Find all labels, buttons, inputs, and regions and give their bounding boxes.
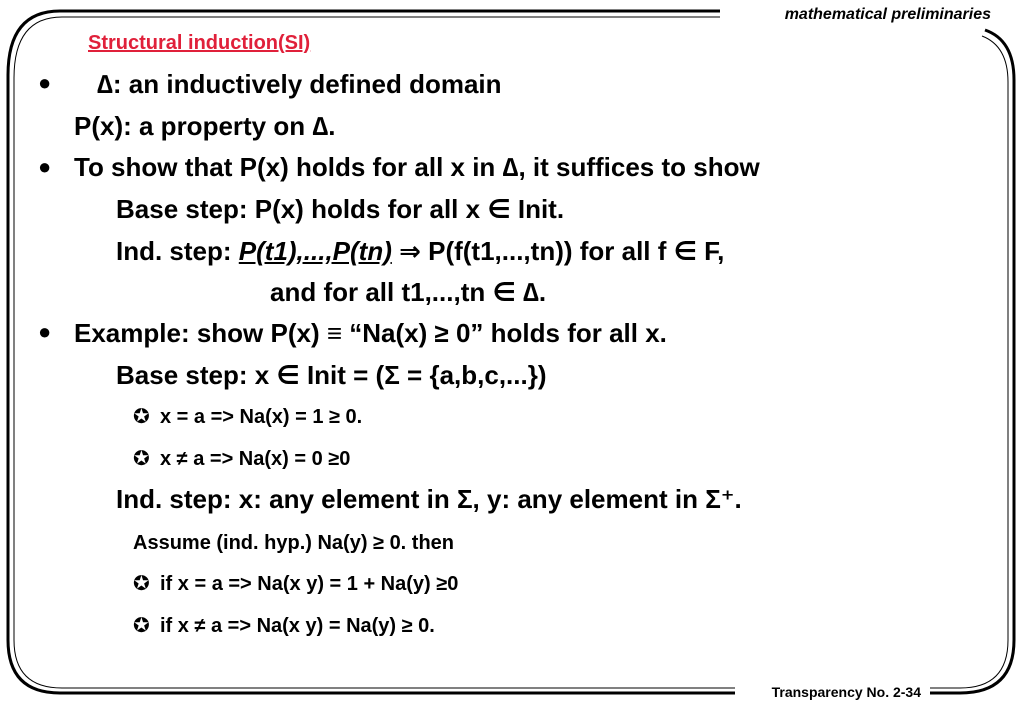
header-title: mathematical preliminaries [784,6,991,23]
bullet-line-example: Example: show P(x) ≡ “Na(x) ≥ 0” holds for all x. [74,318,667,348]
line-example-ind: Ind. step: x: any element in Σ, y: any element in Σ⁺. [116,484,742,514]
bullet-icon: ● [38,70,52,95]
ind-step-hypothesis: P(t1),...,P(tn) [238,236,392,266]
star-icon: ✪ [133,615,150,637]
star-icon: ✪ [133,448,150,470]
section-title: Structural induction(SI) [88,32,311,54]
ind-step-prefix: Ind. step: [116,236,239,266]
line-ind-step [116,237,724,266]
line-ind-step-cont: and for all t1,...,tn ∈ ∆. [270,277,547,307]
line-assume: Assume (ind. hyp.) Na(y) ≥ 0. then [133,532,455,554]
line-property: P(x): a property on ∆. [74,111,336,141]
line-case-not-a: x ≠ a => Na(x) = 0 ≥0 [160,448,351,470]
star-icon: ✪ [133,573,150,595]
bullet-line-domain: ∆: an inductively defined domain [97,69,502,99]
bullet-icon: ● [38,154,52,179]
line-case-a: x = a => Na(x) = 1 ≥ 0. [160,406,363,428]
ind-step-suffix: ⇒ P(f(t1,...,tn)) for all f ∈ F, [391,236,725,266]
bullet-line-to-show: To show that P(x) holds for all x in ∆, it suffices to show [74,152,760,182]
footer-label: Transparency No. 2-34 [771,684,921,700]
line-ind-case-not-a: if x ≠ a => Na(x y) = Na(y) ≥ 0. [160,615,435,637]
line-example-base: Base step: x ∈ Init = (Σ = {a,b,c,...}) [116,360,547,390]
star-icon: ✪ [133,406,150,428]
bullet-icon: ● [38,319,52,344]
line-base-step: Base step: P(x) holds for all x ∈ Init. [116,194,565,224]
line-ind-case-a: if x = a => Na(x y) = 1 + Na(y) ≥0 [160,573,459,595]
